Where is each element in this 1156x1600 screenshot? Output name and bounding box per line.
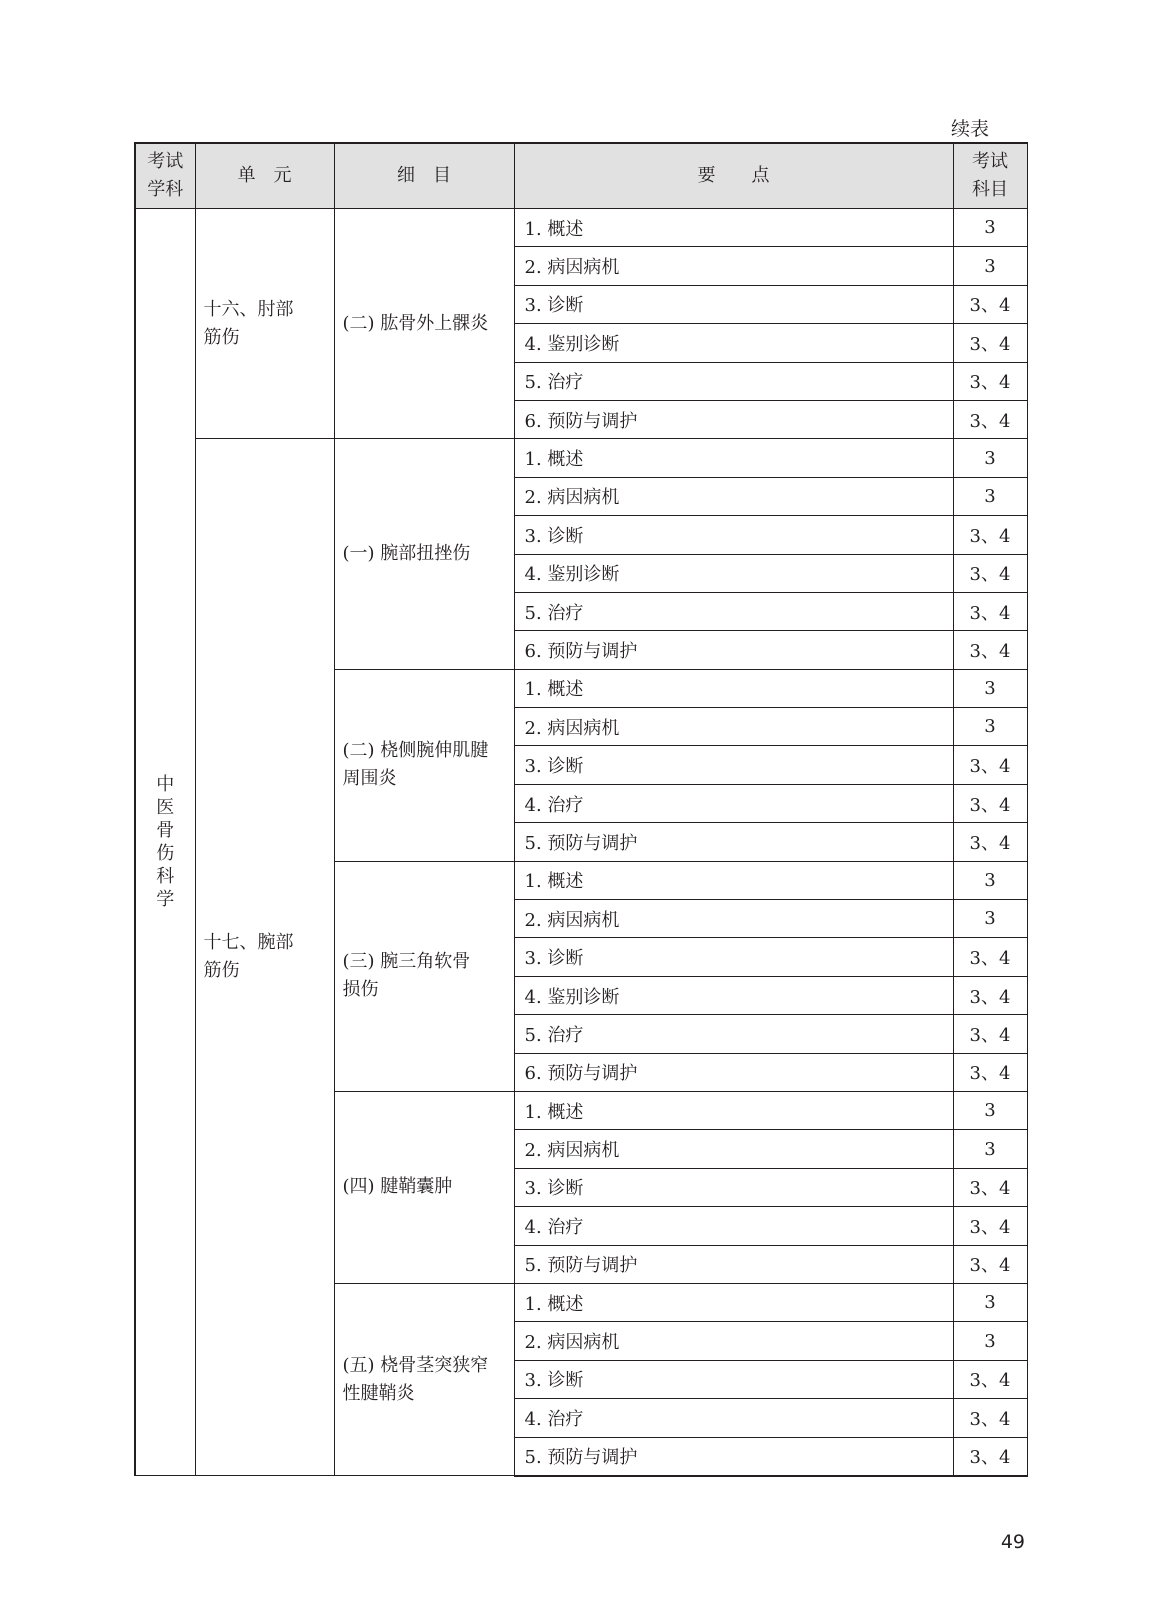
exam-subject-cell: 3、4 [953,1245,1027,1283]
point-cell: 4. 鉴别诊断 [514,554,953,592]
exam-subject-cell: 3 [953,477,1027,515]
detail-cell: (二) 桡侧腕伸肌腱 周围炎 [334,669,514,861]
detail-cell: (五) 桡骨茎突狭窄 性腱鞘炎 [334,1283,514,1475]
exam-subject-name-text: 中医骨伤科学 [156,774,175,911]
unit-cell: 十六、肘部 筋伤 [195,209,334,439]
exam-subject-cell: 3 [953,669,1027,707]
exam-subject-cell: 3、4 [953,1168,1027,1206]
detail-cell: (三) 腕三角软骨 损伤 [334,861,514,1091]
exam-subject-cell: 3、4 [953,592,1027,630]
table-row [135,439,1027,477]
point-cell: 4. 治疗 [514,1207,953,1245]
point-cell: 5. 预防与调护 [514,823,953,861]
unit-cell: 十七、腕部 筋伤 [195,439,334,1476]
exam-subject-cell: 3 [953,1091,1027,1129]
exam-subject-cell: 3、4 [953,976,1027,1014]
exam-subject-cell: 3、4 [953,1437,1027,1476]
table-body [135,209,1027,1476]
exam-subject-cell: 3、4 [953,554,1027,592]
point-cell: 4. 治疗 [514,1399,953,1437]
header-subject: 考试 学科 [135,143,195,209]
point-cell: 1. 概述 [514,669,953,707]
point-cell: 2. 病因病机 [514,1322,953,1360]
point-cell: 3. 诊断 [514,1168,953,1206]
detail-cell: (二) 肱骨外上髁炎 [334,209,514,439]
header-points: 要 点 [514,143,953,209]
exam-subject-cell: 3 [953,439,1027,477]
exam-subject-cell: 3 [953,1130,1027,1168]
point-cell: 5. 预防与调护 [514,1245,953,1283]
header-detail: 细 目 [334,143,514,209]
point-cell: 5. 治疗 [514,362,953,400]
detail-cell: (一) 腕部扭挫伤 [334,439,514,669]
syllabus-table [134,142,1028,1477]
exam-subject-cell: 3、4 [953,324,1027,362]
point-cell: 1. 概述 [514,209,953,247]
point-cell: 5. 预防与调护 [514,1437,953,1476]
point-cell: 3. 诊断 [514,938,953,976]
exam-subject-cell: 3 [953,861,1027,899]
point-cell: 1. 概述 [514,439,953,477]
table-header-row [135,143,1027,209]
exam-subject-cell: 3、4 [953,1207,1027,1245]
exam-subject-cell: 3、4 [953,1399,1027,1437]
exam-subject-cell: 3、4 [953,1360,1027,1398]
exam-subject-cell: 3、4 [953,400,1027,438]
header-exam-subject: 考试 科目 [953,143,1027,209]
point-cell: 1. 概述 [514,1283,953,1321]
point-cell: 4. 治疗 [514,784,953,822]
table-row [135,209,1027,247]
header-unit: 单 元 [195,143,334,209]
point-cell: 3. 诊断 [514,516,953,554]
exam-subject-cell: 3、4 [953,1015,1027,1053]
point-cell: 1. 概述 [514,1091,953,1129]
point-cell: 1. 概述 [514,861,953,899]
point-cell: 4. 鉴别诊断 [514,324,953,362]
exam-subject-cell: 3 [953,1283,1027,1321]
exam-subject-cell: 3、4 [953,938,1027,976]
exam-subject-cell: 3、4 [953,362,1027,400]
point-cell: 3. 诊断 [514,285,953,323]
point-cell: 2. 病因病机 [514,1130,953,1168]
page-number: 49 [1000,1531,1025,1553]
point-cell: 3. 诊断 [514,746,953,784]
point-cell: 2. 病因病机 [514,708,953,746]
exam-subject-cell: 3、4 [953,631,1027,669]
exam-subject-cell: 3 [953,900,1027,938]
point-cell: 2. 病因病机 [514,900,953,938]
exam-subject-cell: 3、4 [953,784,1027,822]
point-cell: 2. 病因病机 [514,477,953,515]
point-cell: 6. 预防与调护 [514,631,953,669]
exam-subject-cell: 3 [953,1322,1027,1360]
exam-subject-cell: 3、4 [953,746,1027,784]
detail-cell: (四) 腱鞘囊肿 [334,1091,514,1283]
exam-subject-cell: 3、4 [953,516,1027,554]
point-cell: 5. 治疗 [514,592,953,630]
point-cell: 6. 预防与调护 [514,400,953,438]
exam-subject-cell: 3、4 [953,823,1027,861]
exam-subject-cell: 3 [953,209,1027,247]
continued-label: 续表 [950,118,989,140]
point-cell: 4. 鉴别诊断 [514,976,953,1014]
exam-subject-cell: 3、4 [953,285,1027,323]
exam-subject-cell: 3 [953,708,1027,746]
exam-subject-cell: 3 [953,247,1027,285]
point-cell: 6. 预防与调护 [514,1053,953,1091]
exam-subject-cell: 3、4 [953,1053,1027,1091]
point-cell: 2. 病因病机 [514,247,953,285]
exam-subject-name [135,209,195,1476]
point-cell: 5. 治疗 [514,1015,953,1053]
point-cell: 3. 诊断 [514,1360,953,1398]
